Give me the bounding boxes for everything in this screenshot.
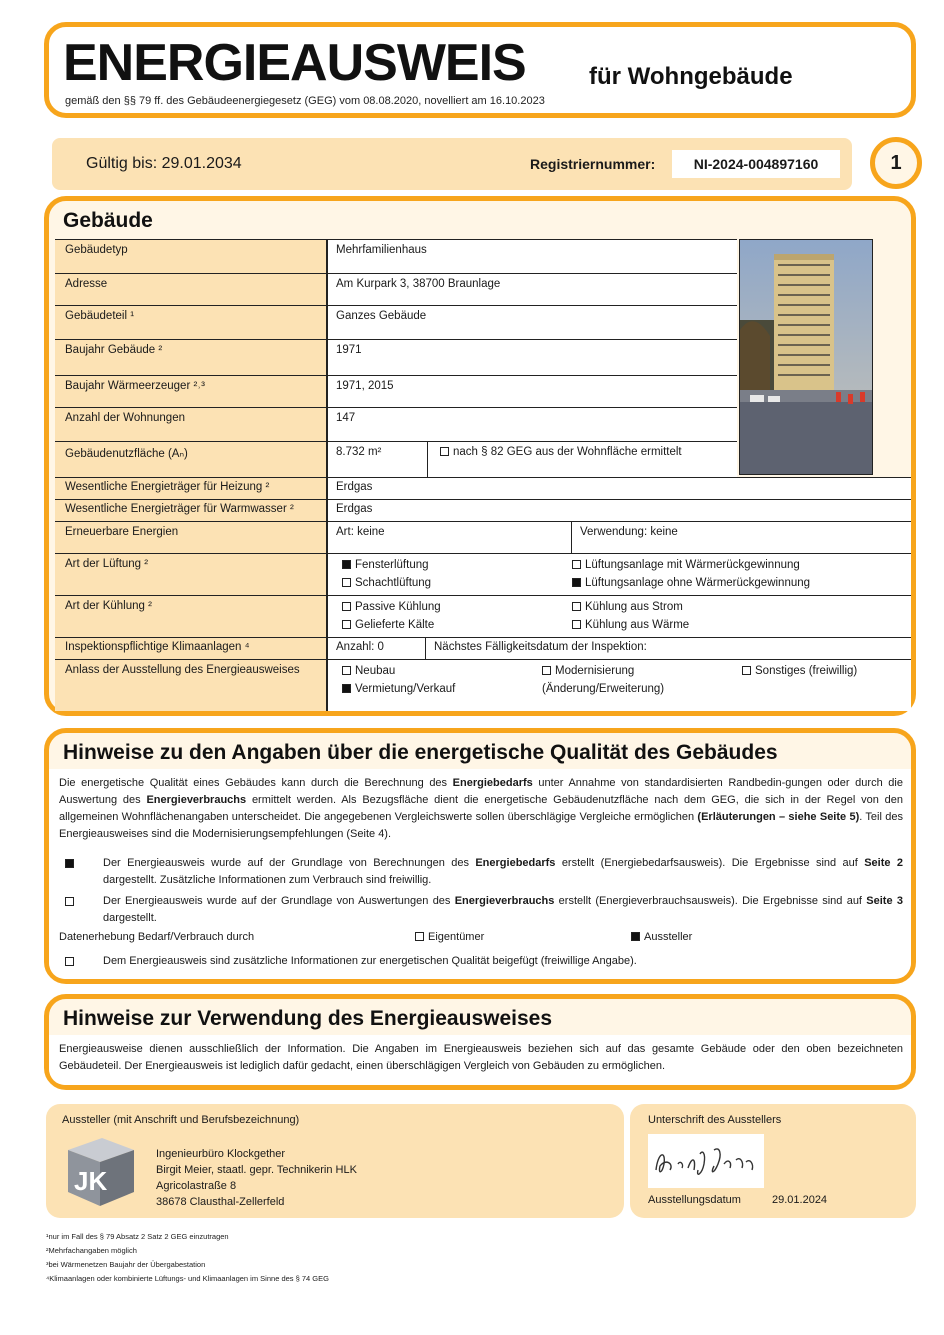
value-cell xyxy=(327,554,911,595)
value-wohnungen: 147 xyxy=(336,412,356,424)
option-label: nach § 82 GEG aus der Wohnfläche ermittelt xyxy=(453,446,682,458)
option-label: Kühlung aus Strom xyxy=(585,601,683,613)
option-label: Gelieferte Kälte xyxy=(355,619,435,631)
checkbox-zusatzinfo[interactable] xyxy=(65,957,74,966)
checkbox-kuehlung-waerme[interactable] xyxy=(572,620,581,629)
checkbox-modernisierung[interactable] xyxy=(542,666,551,675)
legal-basis: gemäß den §§ 79 ff. des Gebäudeenergiegesetz (GEG) vom 08.08.2020, novelliert am 16.10.2023 xyxy=(65,95,545,107)
building-photo xyxy=(739,239,873,475)
issuer-person: Birgit Meier, staatl. gepr. Technikerin HLK xyxy=(156,1164,357,1176)
option-label: Eigentümer xyxy=(428,931,485,943)
option-lueftung-ohne-wrg xyxy=(564,573,818,593)
option-aussteller xyxy=(631,929,692,946)
text-span: Die energetische Qualität eines Gebäudes kann durch die Berechnung des xyxy=(59,777,453,789)
footnotes xyxy=(46,1230,329,1286)
footnote-1: ¹nur im Fall des § 79 Absatz 2 Satz 2 GEG einzutragen xyxy=(46,1232,229,1241)
signature-box xyxy=(630,1104,916,1218)
label-et-warmwasser: Wesentliche Energieträger für Warmwasser ² xyxy=(55,500,327,521)
value-baujahr: 1971 xyxy=(336,344,362,356)
issuer-label: Aussteller (mit Anschrift und Berufsbezeichnung) xyxy=(62,1114,300,1126)
option-neubau xyxy=(334,661,403,681)
value-cell xyxy=(327,500,911,521)
option-gelieferte-kaelte xyxy=(334,615,442,635)
text-span: erstellt (Energieverbrauchsausweis). Die Ergebnisse sind auf xyxy=(554,895,867,907)
label-gebaeudeteil: Gebäudeteil ¹ xyxy=(55,306,327,339)
option-label: Lüftungsanlage mit Wärmerückgewinnung xyxy=(585,559,800,571)
option-schachtlueftung xyxy=(334,573,439,593)
row-anlass xyxy=(55,659,911,711)
value-cell xyxy=(327,522,571,553)
option-kuehlung-waerme xyxy=(564,615,697,635)
option-fensterlueftung xyxy=(334,555,437,575)
notes-usage-section xyxy=(44,994,916,1090)
text-span: erstellt (Energiebedarfsausweis). Die Ergebnisse sind auf xyxy=(555,857,865,869)
value-cell xyxy=(425,638,911,659)
notes-quality-intro xyxy=(59,775,903,843)
value-adresse: Am Kurpark 3, 38700 Braunlage xyxy=(336,278,501,290)
value-et-heizung: Erdgas xyxy=(336,481,373,493)
option-label: Lüftungsanlage ohne Wärmerückgewinnung xyxy=(585,577,811,589)
value-klima-anzahl: Anzahl: 0 xyxy=(336,641,384,653)
value-cell xyxy=(327,442,427,477)
label-erneuerbar: Erneuerbare Energien xyxy=(55,522,327,553)
checkbox-verbrauchsausweis[interactable] xyxy=(65,897,74,906)
text-bold: Energiebedarfs xyxy=(475,857,556,869)
option-label: Modernisierung xyxy=(555,665,635,677)
text-span: ermittelt werden. Als Bezugsfläche dient die energetische Gebäudenutzfläche nach dem GEG, die sich in der Regel von den allgemeinen Wohnflächenangaben unterscheidet. Die angegebenen Vergleichswerte sollen überschlägige Vergleiche ermöglichen xyxy=(59,794,903,823)
checkbox-kuehlung-strom[interactable] xyxy=(572,602,581,611)
notes-usage-title: Hinweise zur Verwendung des Energieausweises xyxy=(63,1007,553,1030)
option-modernisierung xyxy=(534,661,642,681)
checkbox-eigentuemer[interactable] xyxy=(415,932,424,941)
label-lueftung: Art der Lüftung ² xyxy=(55,554,327,595)
value-cell xyxy=(327,478,911,499)
option-label: Kühlung aus Wärme xyxy=(585,619,690,631)
checkbox-neubau[interactable] xyxy=(342,666,351,675)
building-section xyxy=(44,196,916,716)
issue-date-label: Ausstellungsdatum xyxy=(648,1194,741,1206)
issuer-address xyxy=(156,1146,357,1210)
value-cell xyxy=(327,240,737,273)
value-cell xyxy=(327,408,737,441)
value-cell xyxy=(327,660,911,711)
value-et-warmwasser: Erdgas xyxy=(336,503,373,515)
valid-until: Gültig bis: 29.01.2034 xyxy=(86,155,242,172)
text-span: . Teil des Energieausweises sind die Modernisierungsempfehlungen (Seite 4). xyxy=(59,811,903,840)
label-et-heizung: Wesentliche Energieträger für Heizung ² xyxy=(55,478,327,499)
value-gebaeudeteil: Ganzes Gebäude xyxy=(336,310,427,322)
footnote-4: ⁴Klimaanlagen oder kombinierte Lüftungs- und Klimaanlagen im Sinne des § 74 GEG xyxy=(46,1274,329,1283)
value-cell xyxy=(327,306,737,339)
checkbox-gelieferte-kaelte[interactable] xyxy=(342,620,351,629)
label-anlass: Anlass der Ausstellung des Energieausweises xyxy=(55,660,327,711)
row-wohnungen xyxy=(55,407,737,441)
row-baujahr xyxy=(55,339,737,375)
issuer-name: Ingenieurbüro Klockgether xyxy=(156,1148,286,1160)
option-bedarfsausweis xyxy=(103,855,903,889)
value-cell xyxy=(327,340,737,375)
notes-quality-title: Hinweise zu den Angaben über die energetische Qualität des Gebäudes xyxy=(63,741,778,764)
text-span: unter Annahme von standardisierten Randbedin-gungen oder durch die Auswertung des xyxy=(59,777,903,806)
label-baujahr-waermeerzeuger: Baujahr Wärmeerzeuger ²˒³ xyxy=(55,376,327,407)
row-gebaeudeteil xyxy=(55,305,737,339)
footnote-3: ³bei Wärmenetzen Baujahr der Übergabestation xyxy=(46,1260,206,1269)
label-nutzflaeche: Gebäudenutzfläche (Aₙ) xyxy=(55,442,327,477)
checkbox-aussteller[interactable] xyxy=(631,932,640,941)
value-cell xyxy=(427,442,737,477)
notes-quality-body xyxy=(49,769,911,979)
label-klimaanlagen: Inspektionspflichtige Klimaanlagen ⁴ xyxy=(55,638,327,659)
text-bold: (Erläuterungen – siehe Seite 5) xyxy=(697,811,860,823)
checkbox-fensterlueftung[interactable] xyxy=(342,560,351,569)
value-erneuerbar-art: Art: keine xyxy=(336,526,385,538)
checkbox-lueftung-ohne-wrg[interactable] xyxy=(572,578,581,587)
checkbox-vermietung[interactable] xyxy=(342,684,351,693)
checkbox-bedarfsausweis[interactable] xyxy=(65,859,74,868)
option-verbrauchsausweis xyxy=(103,893,903,927)
value-cell xyxy=(327,638,425,659)
option-passive-kuehlung xyxy=(334,597,449,617)
signature-image xyxy=(648,1134,764,1188)
option-label: Vermietung/Verkauf xyxy=(355,683,456,695)
registration-number: NI-2024-004897160 xyxy=(672,150,840,178)
row-et-heizung xyxy=(55,477,911,499)
validity-bar xyxy=(52,138,852,190)
label-kuehlung: Art der Kühlung ² xyxy=(55,596,327,637)
value-nutzflaeche: 8.732 m² xyxy=(336,446,382,458)
text-bold: Energieverbrauchs xyxy=(454,895,555,907)
header-box xyxy=(44,22,916,118)
option-label: Aussteller xyxy=(644,931,693,943)
signature-label: Unterschrift des Ausstellers xyxy=(648,1114,782,1126)
label-adresse: Adresse xyxy=(55,274,327,305)
issuer-logo xyxy=(62,1132,140,1210)
row-klimaanlagen xyxy=(55,637,911,659)
text-span: dargestellt. Zusätzliche Informationen zum Verbrauch sind freiwillig. xyxy=(103,874,432,886)
registration-label: Registriernummer: xyxy=(530,156,656,172)
text-span: Der Energieausweis wurde auf der Grundlage von Berechnungen des xyxy=(103,857,476,869)
label-gebaeudetyp: Gebäudetyp xyxy=(55,240,327,273)
document-subtitle: für Wohngebäude xyxy=(589,63,793,90)
checkbox-lueftung-mit-wrg[interactable] xyxy=(572,560,581,569)
option-modernisierung-detail: (Änderung/Erweiterung) xyxy=(542,683,665,695)
value-gebaeudetyp: Mehrfamilienhaus xyxy=(336,244,427,256)
option-label: Schachtlüftung xyxy=(355,577,432,589)
page-number-badge: 1 xyxy=(870,137,922,189)
row-gebaeudetyp xyxy=(55,239,737,273)
row-erneuerbar xyxy=(55,521,911,553)
row-et-warmwasser xyxy=(55,499,911,521)
option-label: Fensterlüftung xyxy=(355,559,429,571)
row-nutzflaeche xyxy=(55,441,737,477)
label-baujahr: Baujahr Gebäude ² xyxy=(55,340,327,375)
option-label: Passive Kühlung xyxy=(355,601,441,613)
value-erneuerbar-verwendung: Verwendung: keine xyxy=(580,526,678,538)
option-lueftung-mit-wrg xyxy=(564,555,808,575)
footnote-2: ²Mehrfachangaben möglich xyxy=(46,1246,137,1255)
notes-usage-text: Energieausweise dienen ausschließlich der Information. Die Angaben im Energieausweis beziehen sich auf das gesamte Gebäude oder den oben bezeichneten Gebäudeteil. Der Energieausweis ist lediglich dafür gedacht, einen überschlägigen Vergleich von Gebäuden zu ermöglichen. xyxy=(59,1043,903,1072)
value-cell xyxy=(327,596,911,637)
text-span: Der Energieausweis wurde auf der Grundlage von Auswertungen des xyxy=(103,895,455,907)
option-vermietung xyxy=(334,679,463,699)
issue-date: 29.01.2024 xyxy=(772,1194,828,1206)
value-cell xyxy=(327,376,737,407)
logo-text: JK xyxy=(74,1166,108,1196)
notes-usage-body xyxy=(49,1035,911,1085)
issuer-city: 38678 Clausthal-Zellerfeld xyxy=(156,1196,285,1208)
option-nutzflaeche xyxy=(432,442,690,462)
option-label: Neubau xyxy=(355,665,396,677)
value-cell xyxy=(327,274,737,305)
option-zusatzinfo: Dem Energieausweis sind zusätzliche Informationen zur energetischen Qualität beigefügt (freiwillige Angabe). xyxy=(103,955,637,967)
checkbox-schachtlueftung[interactable] xyxy=(342,578,351,587)
text-bold: Seite 2 xyxy=(864,857,904,869)
checkbox-sonstiges[interactable] xyxy=(742,666,751,675)
option-kuehlung-strom xyxy=(564,597,691,617)
value-cell xyxy=(571,522,911,553)
row-baujahr-waermeerzeuger xyxy=(55,375,737,407)
text-bold: Energiebedarfs xyxy=(452,777,533,789)
row-lueftung xyxy=(55,553,911,595)
value-klima-datum: Nächstes Fälligkeitsdatum der Inspektion: xyxy=(434,641,647,653)
notes-quality-section xyxy=(44,728,916,984)
text-bold: Energieverbrauchs xyxy=(146,794,247,806)
row-adresse xyxy=(55,273,737,305)
text-span: dargestellt. xyxy=(103,912,157,924)
value-baujahr-waermeerzeuger: 1971, 2015 xyxy=(336,380,394,392)
row-kuehlung xyxy=(55,595,911,637)
building-title: Gebäude xyxy=(63,209,153,232)
checkbox-passive-kuehlung[interactable] xyxy=(342,602,351,611)
option-label: Sonstiges (freiwillig) xyxy=(755,665,858,677)
option-eigentuemer xyxy=(415,929,484,946)
text-bold: Seite 3 xyxy=(866,895,903,907)
checkbox-wohnflaeche[interactable] xyxy=(440,447,449,456)
datenerhebung-label: Datenerhebung Bedarf/Verbrauch durch xyxy=(59,931,255,943)
option-sonstiges xyxy=(734,661,865,681)
issuer-street: Agricolastraße 8 xyxy=(156,1180,237,1192)
label-wohnungen: Anzahl der Wohnungen xyxy=(55,408,327,441)
document-title: ENERGIEAUSWEIS xyxy=(63,34,526,92)
issuer-box xyxy=(46,1104,624,1218)
